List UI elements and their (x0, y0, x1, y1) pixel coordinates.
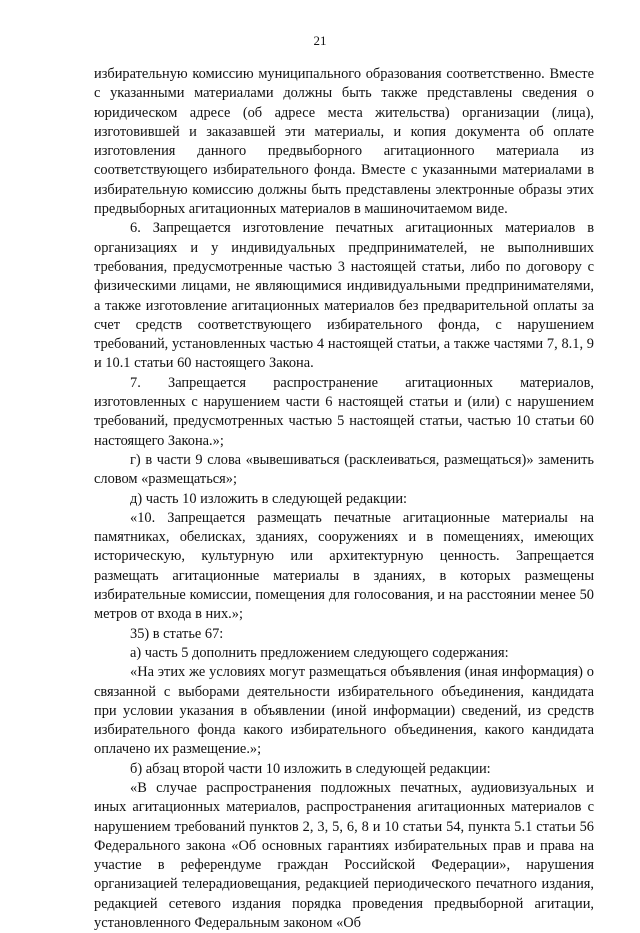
paragraph-item-d: д) часть 10 изложить в следующей редакции: (130, 490, 408, 507)
paragraph-quote-forged-materials: «В случае распространения подложных печатных, аудиовизуальных и иных агитационных материалов, распространения агитационных материалов с нарушением требований пунктов 2, 3, 5, 6, 8 и 10 статьи 54, пункта 5.1 статьи 56 Федерального закона «Об основных гарантиях избирательных прав и права на участие в референдуме граждан Российской Федерации», нарушения организацией телерадиовещания, редакцией периодического печатного издания, редакцией сетевого издания порядка проведения предвыборной агитации, установленного Федеральным законом «Об (94, 779, 594, 932)
paragraph-quote-announcements: «На этих же условиях могут размещаться объявления (иная информация) о связанной с выборами деятельности избирательного объединения, кандидата при условии указания в объявлении (иной информации) сведений, из средств избирательного фонда какого избирательного объединения, какого кандидата оплачено их размещение.»; (94, 664, 594, 758)
paragraph-clause-7: 7. Запрещается распространение агитационных материалов, изготовленных с нарушением части 6 настоящей статьи и (или) с нарушением требований, предусмотренных частью 5 настоящей статьи, частью 10 статьи 60 настоящего Закона.»; (94, 374, 594, 449)
paragraph-clause-10: «10. Запрещается размещать печатные агитационные материалы на памятниках, обелисках, зданиях, сооружениях и в помещениях, имеющих историческую, культурную или архитектурную ценность. Запрещается размещать агитационные материалы в зданиях, в которых размещены избирательные комиссии, помещения для голосования, и на расстоянии менее 50 метров от входа в них.»; (94, 509, 594, 623)
document-body (94, 65, 594, 933)
paragraph-item-g: г) в части 9 слова «вывешиваться (расклеиваться, размещаться)» заменить словом «размещаться»; (94, 451, 594, 488)
paragraph-intro: избирательную комиссию муниципального образования соответственно. Вместе с указанными материалами должны быть также представлены сведения о юридическом адресе (об адресе места жительства) организации (лица), изготовившей и заказавшей эти материалы, и копия документа об оплате изготовления данного предвыборного агитационного материала из соответствующего избирательного фонда. Вместе с указанными материалами в избирательную комиссию должны быть представлены электронные образы этих предвыборных агитационных материалов в машиночитаемом виде. (94, 66, 594, 218)
page-number: 21 (313, 33, 327, 48)
paragraph-item-35: 35) в статье 67: (130, 625, 224, 642)
paragraph-item-a: а) часть 5 дополнить предложением следующего содержания: (130, 644, 509, 661)
paragraph-item-b: б) абзац второй части 10 изложить в следующей редакции: (130, 760, 491, 777)
paragraph-clause-6: 6. Запрещается изготовление печатных агитационных материалов в организациях и у индивидуальных предпринимателей, не выполнивших требования, предусмотренные частью 3 настоящей статьи, либо по договору с физическими лицами, не являющимися индивидуальными предпринимателями, а также изготовление агитационных материалов без предварительной оплаты за счет средств соответствующего избирательного фонда, с нарушением требований, установленных частью 4 настоящей статьи, а также частями 7, 8.1, 9 и 10.1 статьи 60 настоящего Закона. (94, 220, 594, 372)
